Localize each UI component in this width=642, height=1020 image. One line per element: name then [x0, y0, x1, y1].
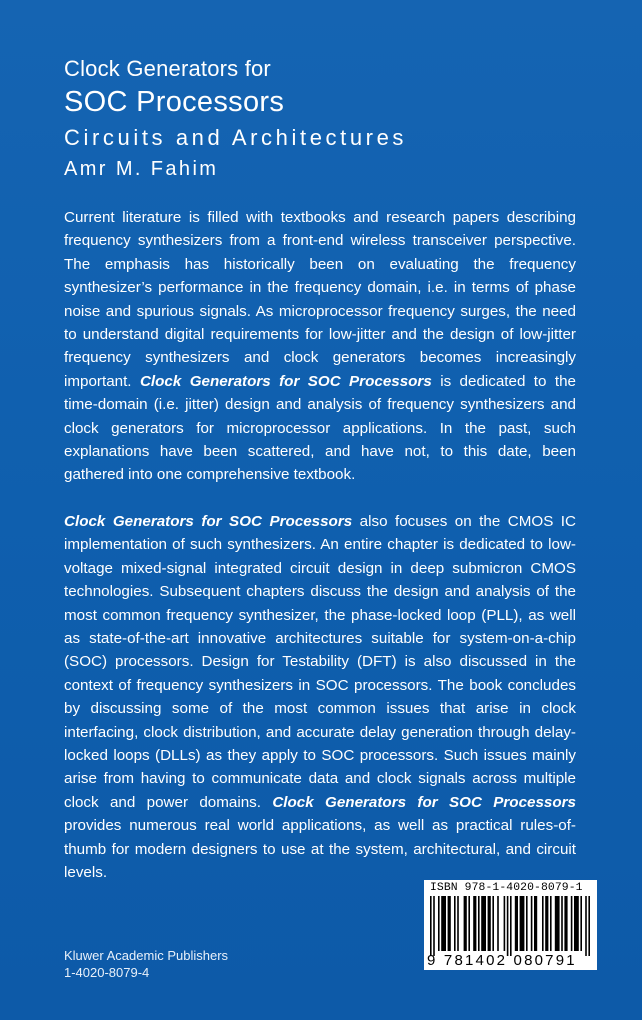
barcode-bar [478, 896, 480, 951]
barcode-bar [504, 896, 506, 951]
paragraph-2-text-b: provides numerous real world applications, as well as practical rules-of-thumb for modern designers to use at the system, architectural, and circuit levels. [64, 817, 576, 881]
barcode-bar [510, 896, 512, 956]
barcode-bar [542, 896, 544, 951]
description-paragraph-1 [64, 206, 576, 487]
book-title-emphasis: Clock Generators for SOC Processors [139, 372, 432, 390]
paragraph-1-text-a: Current literature is filled with textbooks and research papers describing frequency synthesizers from a front-end wireless transceiver perspective. The emphasis has historically been on evaluating the frequency synthesizer’s performance in the frequency domain, i.e. in terms of phase noise and spurious signals. As microprocessor frequency surges, the need to understand digital requirements for low-jitter and the design of low-jitter frequency synthesizers and clock generators becomes increasingly important. [64, 209, 576, 390]
barcode-bar [454, 896, 456, 951]
barcode-bar [441, 896, 446, 951]
isbn-10: 1-4020-8079-4 [64, 965, 150, 980]
main-title: SOC Processors [64, 86, 285, 118]
publisher-name: Kluwer Academic Publishers [64, 948, 229, 963]
barcode-bar [561, 896, 563, 951]
barcode-bar [507, 896, 509, 956]
barcode-bar [492, 896, 494, 951]
barcode-bar [430, 896, 432, 956]
barcode-bars [430, 896, 590, 956]
subtitle: Circuits and Architectures [64, 125, 408, 150]
paragraph-2-text-a: also focuses on the CMOS IC implementation of such synthesizers. An entire chapter is dedicated to low-voltage mixed-signal integrated circuit design in deep submicron CMOS technologies. Subsequent chapters discuss the design and analysis of the most common frequency synthesizer, the phase-locked loop (PLL), as well as state-of-the-art innovative architectures suitable for system-on-a-chip (SOC) processors. Design for Testability (DFT) is also discussed in the context of frequency synthesizers in SOC processors. The book concludes by discussing some of the most common issues that arise in clock interfacing, clock distribution, and accurate delay generation through delay-locked loops (DLLs) as they apply to SOC processors. Such issues mainly arise from having to communicate data and clock signals across multiple clock and power domains. [64, 512, 576, 811]
barcode-bar [438, 896, 440, 951]
barcode-bar [574, 896, 579, 951]
barcode-bar [520, 896, 525, 951]
barcode-bar [526, 896, 528, 951]
barcode-bar [555, 896, 560, 951]
barcode-bar [448, 896, 451, 951]
barcode-bar [515, 896, 518, 951]
barcode-bar [457, 896, 459, 951]
barcode-bar [468, 896, 470, 951]
barcode-bar [534, 896, 537, 951]
barcode-bar [564, 896, 567, 951]
isbn-barcode [424, 880, 597, 970]
barcode-bar [545, 896, 548, 951]
paragraph-1-text-b: is dedicated to the time-domain (i.e. jitter) design and analysis of frequency synthesizers and clock generators for microprocessor applications. In the past, such explanations have been scattered, and have not, to this date, been gathered into one comprehensive textbook. [64, 372, 576, 484]
author-name: Amr M. Fahim [64, 158, 219, 180]
barcode-bar [481, 896, 486, 951]
isbn-label: ISBN 978-1-4020-8079-1 [430, 882, 583, 894]
title-block [64, 56, 584, 181]
barcode-bar [571, 896, 573, 951]
barcode-bar [473, 896, 476, 951]
barcode-bar [580, 896, 582, 951]
barcode-bar [588, 896, 590, 956]
publisher-info [64, 947, 228, 981]
barcode-bar [464, 896, 467, 951]
barcode-bar [433, 896, 435, 956]
series-title: Clock Generators for [64, 56, 271, 81]
book-title-emphasis: Clock Generators for SOC Processors [272, 793, 576, 811]
isbn-digits: 9 781402 080791 [427, 952, 577, 969]
book-title-emphasis: Clock Generators for SOC Processors [64, 512, 353, 530]
barcode-bar [550, 896, 552, 951]
barcode-bar [488, 896, 491, 951]
barcode-bar [531, 896, 533, 951]
description-text [64, 206, 576, 884]
barcode-bar [585, 896, 587, 956]
description-paragraph-2 [64, 510, 576, 885]
barcode-bar [497, 896, 499, 951]
